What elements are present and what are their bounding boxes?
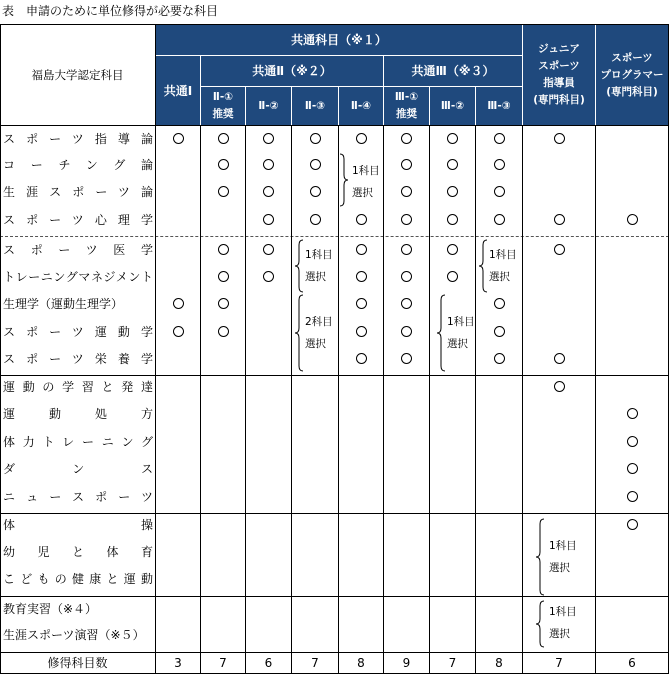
- c2-3-label: Ⅱ-③: [304, 99, 326, 112]
- grid-line: [522, 125, 523, 674]
- circle-mark-icon: [494, 133, 505, 144]
- select-note-junior-b: [549, 601, 577, 623]
- common3-group-header-text: 共通Ⅲ（※３）: [411, 64, 495, 78]
- total-count: 6: [264, 656, 273, 670]
- select-note-c33: [489, 266, 510, 288]
- subject-name: スポーツ運動学: [3, 325, 153, 339]
- totals-label: 修得科目数: [47, 656, 108, 670]
- circle-mark-icon: [263, 271, 274, 282]
- subject-name: スポーツ心理学: [3, 213, 153, 227]
- total-count: 3: [174, 656, 182, 670]
- subject-name: スポーツ栄養学: [3, 352, 153, 366]
- circle-mark-icon: [263, 133, 274, 144]
- circle-mark-icon: [627, 214, 638, 225]
- select-note-count: 1科目: [447, 316, 475, 328]
- grid-line: [338, 125, 339, 674]
- c3-1-label: Ⅲ-①: [394, 91, 419, 103]
- common3-group-header: [384, 56, 522, 86]
- brace-icon: [294, 294, 304, 372]
- circle-mark-icon: [554, 214, 565, 225]
- circle-mark-icon: [627, 436, 638, 447]
- brace-icon: [535, 600, 545, 648]
- circle-mark-icon: [356, 214, 367, 225]
- circle-mark-icon: [494, 326, 505, 337]
- select-note-c32: [447, 311, 475, 333]
- c2-3-header: [292, 87, 338, 125]
- select-note-count: 2科目: [305, 316, 333, 328]
- common-subjects-header-text: 共通科目（※１）: [291, 33, 387, 47]
- junior-line1: ジュニア: [538, 43, 580, 55]
- total-count: 7: [555, 656, 563, 670]
- subject-name: トレーニングマネジメント: [3, 270, 153, 284]
- header-divider: [383, 56, 384, 125]
- circle-mark-icon: [310, 133, 321, 144]
- c3-2-label: Ⅲ-②: [440, 99, 465, 112]
- subject-name: 幼児と体育: [3, 545, 153, 559]
- circle-mark-icon: [218, 133, 229, 144]
- sports-programmer-header: [596, 25, 668, 125]
- grid-line: [383, 125, 384, 674]
- circle-mark-icon: [494, 186, 505, 197]
- select-note-count: 1科目: [489, 249, 517, 261]
- select-note-count: 1科目: [549, 606, 577, 618]
- select-note-junior-a: [549, 557, 570, 579]
- total-count: 6: [628, 656, 636, 670]
- subject-name: こどもの健康と運動: [3, 572, 153, 586]
- grid-line: [0, 596, 669, 597]
- common1-header: [156, 56, 200, 125]
- subject-name: 生理学（運動生理学）: [3, 297, 124, 311]
- select-note-c24: [352, 182, 373, 204]
- grid-line: [0, 24, 1, 674]
- circle-mark-icon: [447, 159, 458, 170]
- header-divider: [522, 25, 523, 125]
- subject-name: スポーツ医学: [3, 243, 153, 257]
- grid-line: [0, 513, 669, 514]
- programmer-line2: プログラマー: [600, 68, 664, 81]
- circle-mark-icon: [218, 326, 229, 337]
- circle-mark-icon: [401, 353, 412, 364]
- header-divider: [475, 87, 476, 125]
- c2-2-label: Ⅱ-②: [258, 99, 279, 112]
- select-note-c23b: [305, 333, 326, 355]
- circle-mark-icon: [401, 214, 412, 225]
- circle-mark-icon: [401, 244, 412, 255]
- circle-mark-icon: [263, 214, 274, 225]
- c2-4-header: [339, 87, 383, 125]
- select-note-junior-a: [549, 535, 577, 557]
- grid-line: [0, 24, 669, 25]
- select-note-c23: [305, 244, 333, 266]
- brace-icon: [436, 294, 446, 372]
- header-divider: [338, 87, 339, 125]
- table-caption: 表 申請のために単位修得が必要な科目: [2, 4, 219, 18]
- circle-mark-icon: [494, 353, 505, 364]
- circle-mark-icon: [447, 186, 458, 197]
- c2-2-header: [246, 87, 291, 125]
- total-count: 7: [311, 656, 319, 670]
- circle-mark-icon: [401, 326, 412, 337]
- circle-mark-icon: [218, 244, 229, 255]
- select-note-word: 選択: [352, 187, 373, 199]
- junior-instructor-header: [523, 25, 595, 125]
- c3-1-header: [384, 87, 429, 125]
- circle-mark-icon: [173, 133, 184, 144]
- circle-mark-icon: [356, 326, 367, 337]
- total-count: 8: [495, 656, 503, 670]
- circle-mark-icon: [627, 519, 638, 530]
- circle-mark-icon: [554, 353, 565, 364]
- circle-mark-icon: [173, 298, 184, 309]
- programmer-line3: (専門科目): [606, 85, 658, 98]
- select-note-c23: [305, 266, 326, 288]
- circle-mark-icon: [218, 298, 229, 309]
- circle-mark-icon: [263, 159, 274, 170]
- select-note-word: 選択: [549, 628, 570, 640]
- header-divider: [291, 87, 292, 125]
- circle-mark-icon: [218, 271, 229, 282]
- select-note-word: 選択: [447, 338, 468, 350]
- circle-mark-icon: [494, 214, 505, 225]
- grid-line: [0, 375, 669, 376]
- select-note-c23b: [305, 311, 333, 333]
- circle-mark-icon: [447, 244, 458, 255]
- circle-mark-icon: [554, 244, 565, 255]
- circle-mark-icon: [356, 244, 367, 255]
- c3-3-header: [476, 87, 522, 125]
- select-note-count: 1科目: [352, 165, 380, 177]
- subject-name: スポーツ指導論: [3, 132, 153, 146]
- circle-mark-icon: [218, 186, 229, 197]
- circle-mark-icon: [356, 298, 367, 309]
- circle-mark-icon: [447, 214, 458, 225]
- c2-1-recommend: 推奨: [212, 108, 234, 120]
- circle-mark-icon: [310, 214, 321, 225]
- header-divider: [156, 55, 522, 56]
- circle-mark-icon: [356, 271, 367, 282]
- circle-mark-icon: [627, 463, 638, 474]
- common2-group-header: [201, 56, 383, 86]
- circle-mark-icon: [401, 298, 412, 309]
- circle-mark-icon: [494, 298, 505, 309]
- grid-line: [0, 236, 669, 237]
- total-count: 8: [357, 656, 365, 670]
- header-divider: [595, 25, 596, 125]
- grid-line: [291, 125, 292, 674]
- grid-line: [475, 125, 476, 674]
- grid-line: [200, 125, 201, 674]
- brace-icon: [478, 239, 488, 293]
- circle-mark-icon: [554, 381, 565, 392]
- subject-name: 教育実習（※４）: [3, 602, 98, 616]
- junior-line2: スポーツ: [538, 60, 580, 72]
- circle-mark-icon: [627, 491, 638, 502]
- junior-line3: 指導員: [543, 77, 575, 89]
- select-note-junior-b: [549, 623, 570, 645]
- total-count: 7: [448, 656, 457, 670]
- circle-mark-icon: [263, 186, 274, 197]
- total-count: 9: [402, 656, 411, 670]
- common-subjects-header: [156, 25, 522, 55]
- select-note-word: 選択: [549, 562, 570, 574]
- c3-1-recommend: 推奨: [396, 108, 417, 120]
- brace-icon: [294, 239, 304, 293]
- row-header-label: 福島大学認定科目: [31, 68, 124, 82]
- circle-mark-icon: [218, 159, 229, 170]
- select-note-c32: [447, 333, 468, 355]
- header-divider: [245, 87, 246, 125]
- c2-1-label: Ⅱ-①: [212, 91, 234, 103]
- subject-name: 生涯スポーツ演習（※５）: [3, 628, 145, 642]
- grid-line: [155, 24, 156, 674]
- subject-name: コーチング論: [3, 158, 153, 172]
- subject-name: ニュースポーツ: [3, 490, 153, 504]
- circle-mark-icon: [447, 271, 458, 282]
- grid-line: [0, 673, 669, 674]
- grid-line: [0, 652, 669, 653]
- grid-line: [245, 125, 246, 674]
- c3-3-label: Ⅲ-③: [487, 99, 511, 112]
- header-divider: [200, 56, 201, 125]
- select-note-word: 選択: [305, 271, 326, 283]
- circle-mark-icon: [627, 408, 638, 419]
- circle-mark-icon: [263, 244, 274, 255]
- subject-name: 生涯スポーツ論: [3, 185, 153, 199]
- circle-mark-icon: [447, 133, 458, 144]
- circle-mark-icon: [401, 186, 412, 197]
- circle-mark-icon: [310, 186, 321, 197]
- brace-icon: [535, 518, 545, 596]
- subject-name: 体操: [3, 518, 153, 532]
- grid-line: [595, 125, 596, 674]
- common2-group-header-text: 共通Ⅱ（※２）: [252, 64, 332, 78]
- total-count: 7: [219, 656, 227, 670]
- grid-line: [429, 125, 430, 674]
- subject-name: ダンス: [3, 462, 153, 476]
- grid-line: [668, 24, 669, 674]
- subject-name: 体力トレーニング: [3, 435, 153, 449]
- circle-mark-icon: [494, 159, 505, 170]
- select-note-word: 選択: [489, 271, 510, 283]
- circle-mark-icon: [401, 133, 412, 144]
- programmer-line1: スポーツ: [611, 51, 653, 64]
- circle-mark-icon: [401, 271, 412, 282]
- circle-mark-icon: [173, 326, 184, 337]
- circle-mark-icon: [356, 133, 367, 144]
- junior-line4: (専門科目): [533, 94, 585, 106]
- circle-mark-icon: [554, 133, 565, 144]
- select-note-count: 1科目: [305, 249, 333, 261]
- subject-name: 運動処方: [3, 407, 153, 421]
- subject-name: 運動の学習と発達: [3, 380, 153, 394]
- c3-2-header: [430, 87, 475, 125]
- c2-4-label: Ⅱ-④: [350, 99, 372, 112]
- select-note-count: 1科目: [549, 540, 577, 552]
- select-note-c24: [352, 160, 380, 182]
- select-note-word: 選択: [305, 338, 326, 350]
- common1-header-text: 共通Ⅰ: [163, 83, 193, 98]
- circle-mark-icon: [401, 159, 412, 170]
- header-divider: [201, 86, 522, 87]
- c2-1-header: [201, 87, 245, 125]
- circle-mark-icon: [310, 159, 321, 170]
- header-divider: [429, 87, 430, 125]
- brace-icon: [339, 153, 349, 207]
- select-note-c33: [489, 244, 517, 266]
- grid-line: [0, 125, 669, 126]
- circle-mark-icon: [356, 353, 367, 364]
